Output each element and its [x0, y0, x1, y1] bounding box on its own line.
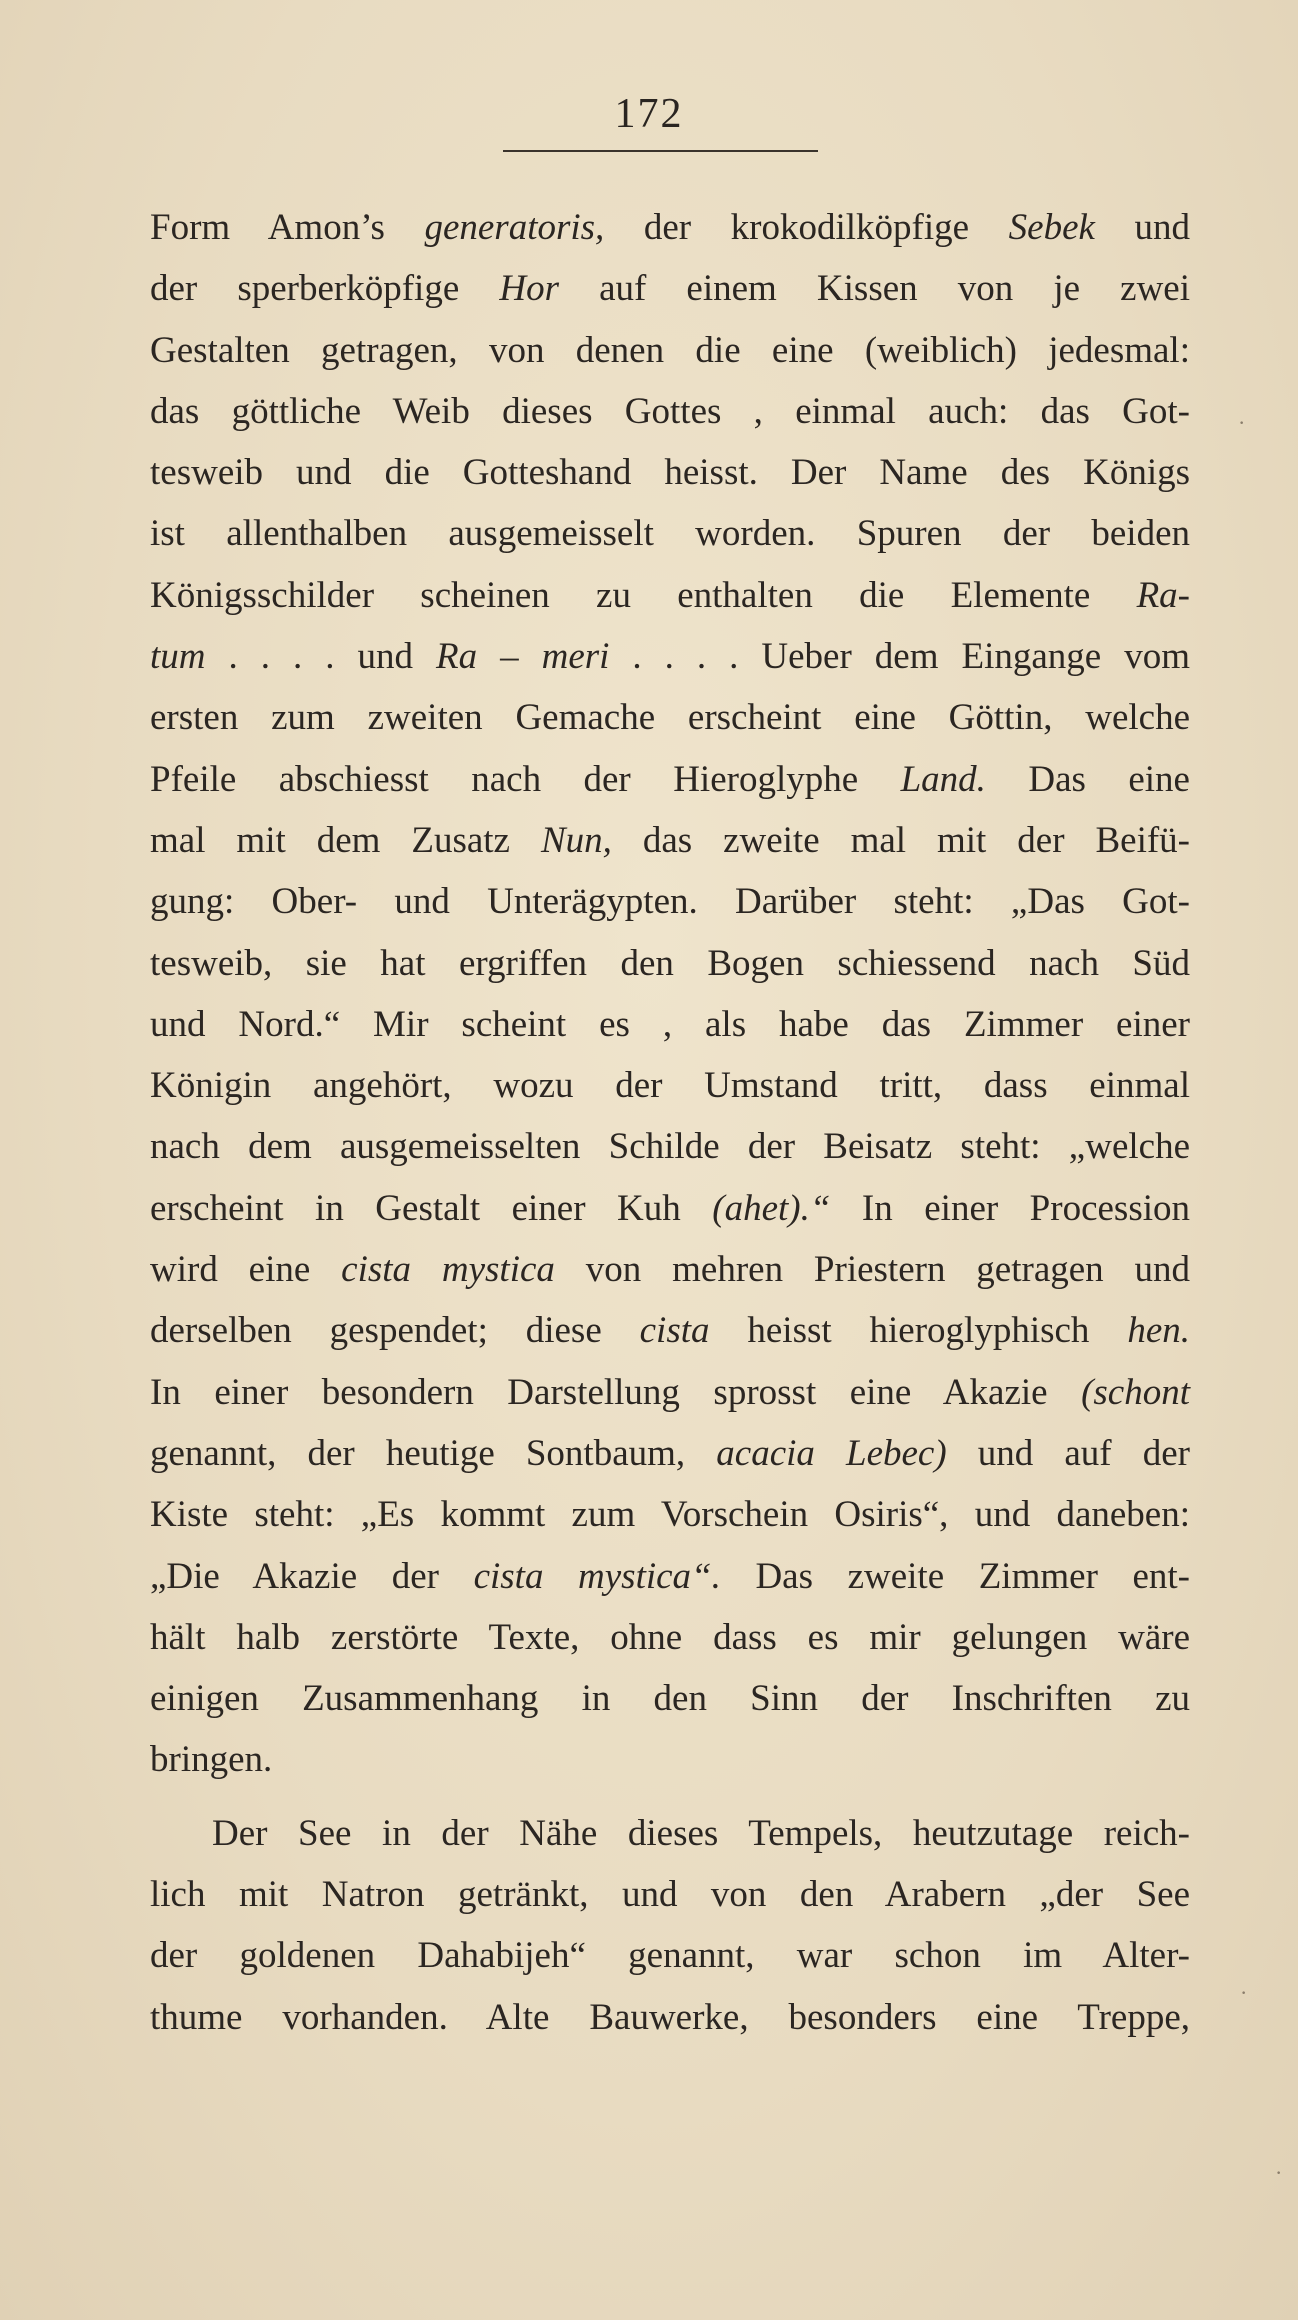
italic-run: cista mystica	[341, 1249, 555, 1291]
body-text	[150, 197, 1190, 2048]
text-run: Königsschilder scheinen zu enthalten die Elemente	[150, 574, 1137, 616]
text-run: das zweite mal mit der Beifü-	[611, 819, 1190, 861]
text-run: der goldenen Dahabijeh“ genannt, war schon im Alter-	[150, 1935, 1190, 1977]
text-run: Gestalten getragen, von denen die eine (weiblich) jedesmal:	[150, 329, 1190, 371]
text-run: Der See in der Nähe dieses Tempels, heutzutage reich-	[212, 1812, 1190, 1854]
text-run: derselben gespendet; diese	[150, 1310, 640, 1352]
italic-run: Hor	[499, 268, 559, 310]
text-line	[150, 1423, 1190, 1484]
text-run: Form Amon’s	[150, 207, 425, 248]
text-run: Kiste steht: „Es kommt zum Vorschein Osiris“, und daneben:	[150, 1494, 1190, 1536]
italic-run: acacia Lebec)	[716, 1432, 947, 1474]
text-line	[150, 810, 1190, 871]
italic-run: Nun,	[540, 819, 612, 861]
italic-run: cista	[639, 1310, 710, 1352]
text-run: thume vorhanden. Alte Bauwerke, besonders eine Treppe,	[150, 1996, 1190, 2038]
text-run: Das eine	[985, 758, 1190, 800]
italic-run: hen.	[1127, 1310, 1190, 1352]
text-line	[150, 1803, 1190, 1864]
text-run: tesweib, sie hat ergriffen den Bogen schiessend nach Süd	[150, 942, 1190, 984]
text-run: auf einem Kissen von je zwei	[558, 268, 1190, 310]
text-run: und	[1094, 207, 1190, 248]
text-line	[150, 320, 1190, 381]
italic-run: Ra-	[1136, 574, 1190, 616]
text-run: Das zweite Zimmer ent-	[720, 1555, 1190, 1597]
text-run: der krokodilköpfige	[604, 207, 1009, 248]
text-line	[150, 1729, 1190, 1790]
text-run: einigen Zusammenhang in den Sinn der Inschriften zu	[150, 1678, 1190, 1720]
text-run: . . . . und	[205, 636, 436, 678]
text-line	[150, 1484, 1190, 1545]
text-line	[150, 565, 1190, 626]
italic-run: Ra – meri	[436, 636, 610, 678]
italic-run: generatoris,	[424, 207, 605, 248]
text-run: erscheint in Gestalt einer Kuh	[150, 1187, 713, 1229]
text-run: In einer besondern Darstellung sprosst eine Akazie	[150, 1371, 1082, 1413]
text-line	[150, 1607, 1190, 1668]
text-line	[150, 1362, 1190, 1423]
text-line	[150, 197, 1190, 258]
text-run: . . . . Ueber dem Eingange vom	[609, 636, 1190, 678]
text-run: wird eine	[150, 1249, 342, 1291]
text-run: hält halb zerstörte Texte, ohne dass es mir gelungen wäre	[150, 1616, 1190, 1658]
text-line	[150, 626, 1190, 687]
text-line	[150, 381, 1190, 442]
text-line	[150, 1987, 1190, 2048]
text-run: Pfeile abschiesst nach der Hieroglyphe	[150, 758, 901, 800]
text-line	[150, 1116, 1190, 1177]
italic-run: (schont	[1081, 1371, 1190, 1413]
text-line	[150, 1668, 1190, 1729]
text-line	[150, 933, 1190, 994]
text-line	[150, 442, 1190, 503]
text-run: heisst hieroglyphisch	[709, 1310, 1128, 1352]
text-run: der sperberköpfige	[150, 268, 500, 310]
text-line	[150, 1864, 1190, 1925]
text-run: tesweib und die Gotteshand heisst. Der Name des Königs	[150, 452, 1190, 494]
italic-run: Sebek	[1008, 207, 1095, 248]
text-run: genannt, der heutige Sontbaum,	[150, 1432, 717, 1474]
text-run: lich mit Natron getränkt, und von den Arabern „der See	[150, 1874, 1190, 1916]
text-run: das göttliche Weib dieses Gottes , einmal auch: das Got-	[150, 390, 1190, 432]
text-run: In einer Procession	[830, 1187, 1190, 1229]
italic-run: Land.	[900, 758, 986, 800]
text-line	[150, 749, 1190, 810]
text-run: „Die Akazie der	[150, 1555, 474, 1597]
margin-speck: ·	[1240, 1980, 1248, 2005]
text-run: ist allenthalben ausgemeisselt worden. Spuren der beiden	[150, 513, 1190, 555]
text-line	[150, 1239, 1190, 1300]
text-run: mal mit dem Zusatz	[150, 819, 541, 861]
header-rule	[503, 150, 818, 152]
italic-run: cista mystica“.	[473, 1555, 721, 1597]
italic-run: (ahet).“	[712, 1187, 831, 1229]
text-line	[150, 1546, 1190, 1607]
text-line	[150, 1055, 1190, 1116]
text-run: von mehren Priestern getragen und	[554, 1249, 1191, 1291]
text-run: Königin angehört, wozu der Umstand tritt, dass einmal	[150, 1065, 1190, 1107]
italic-run: tum	[150, 636, 206, 678]
text-run: ersten zum zweiten Gemache erscheint eine Göttin, welche	[150, 697, 1190, 739]
text-line	[150, 258, 1190, 319]
text-line	[150, 503, 1190, 564]
text-run: und Nord.“ Mir scheint es , als habe das Zimmer einer	[150, 1003, 1190, 1045]
text-run: und auf der	[946, 1432, 1190, 1474]
text-run: nach dem ausgemeisselten Schilde der Beisatz steht: „welche	[150, 1126, 1190, 1168]
text-line	[150, 1300, 1190, 1361]
text-line	[150, 687, 1190, 748]
page-number: 172	[614, 91, 684, 137]
text-line	[150, 994, 1190, 1055]
text-line	[150, 871, 1190, 932]
text-run: gung: Ober- und Unterägypten. Darüber steht: „Das Got-	[150, 881, 1190, 923]
margin-speck: ·	[1238, 410, 1246, 435]
text-line	[150, 1178, 1190, 1239]
margin-speck: ·	[1275, 2160, 1283, 2185]
text-run: bringen.	[150, 1739, 273, 1781]
text-line	[150, 1925, 1190, 1986]
